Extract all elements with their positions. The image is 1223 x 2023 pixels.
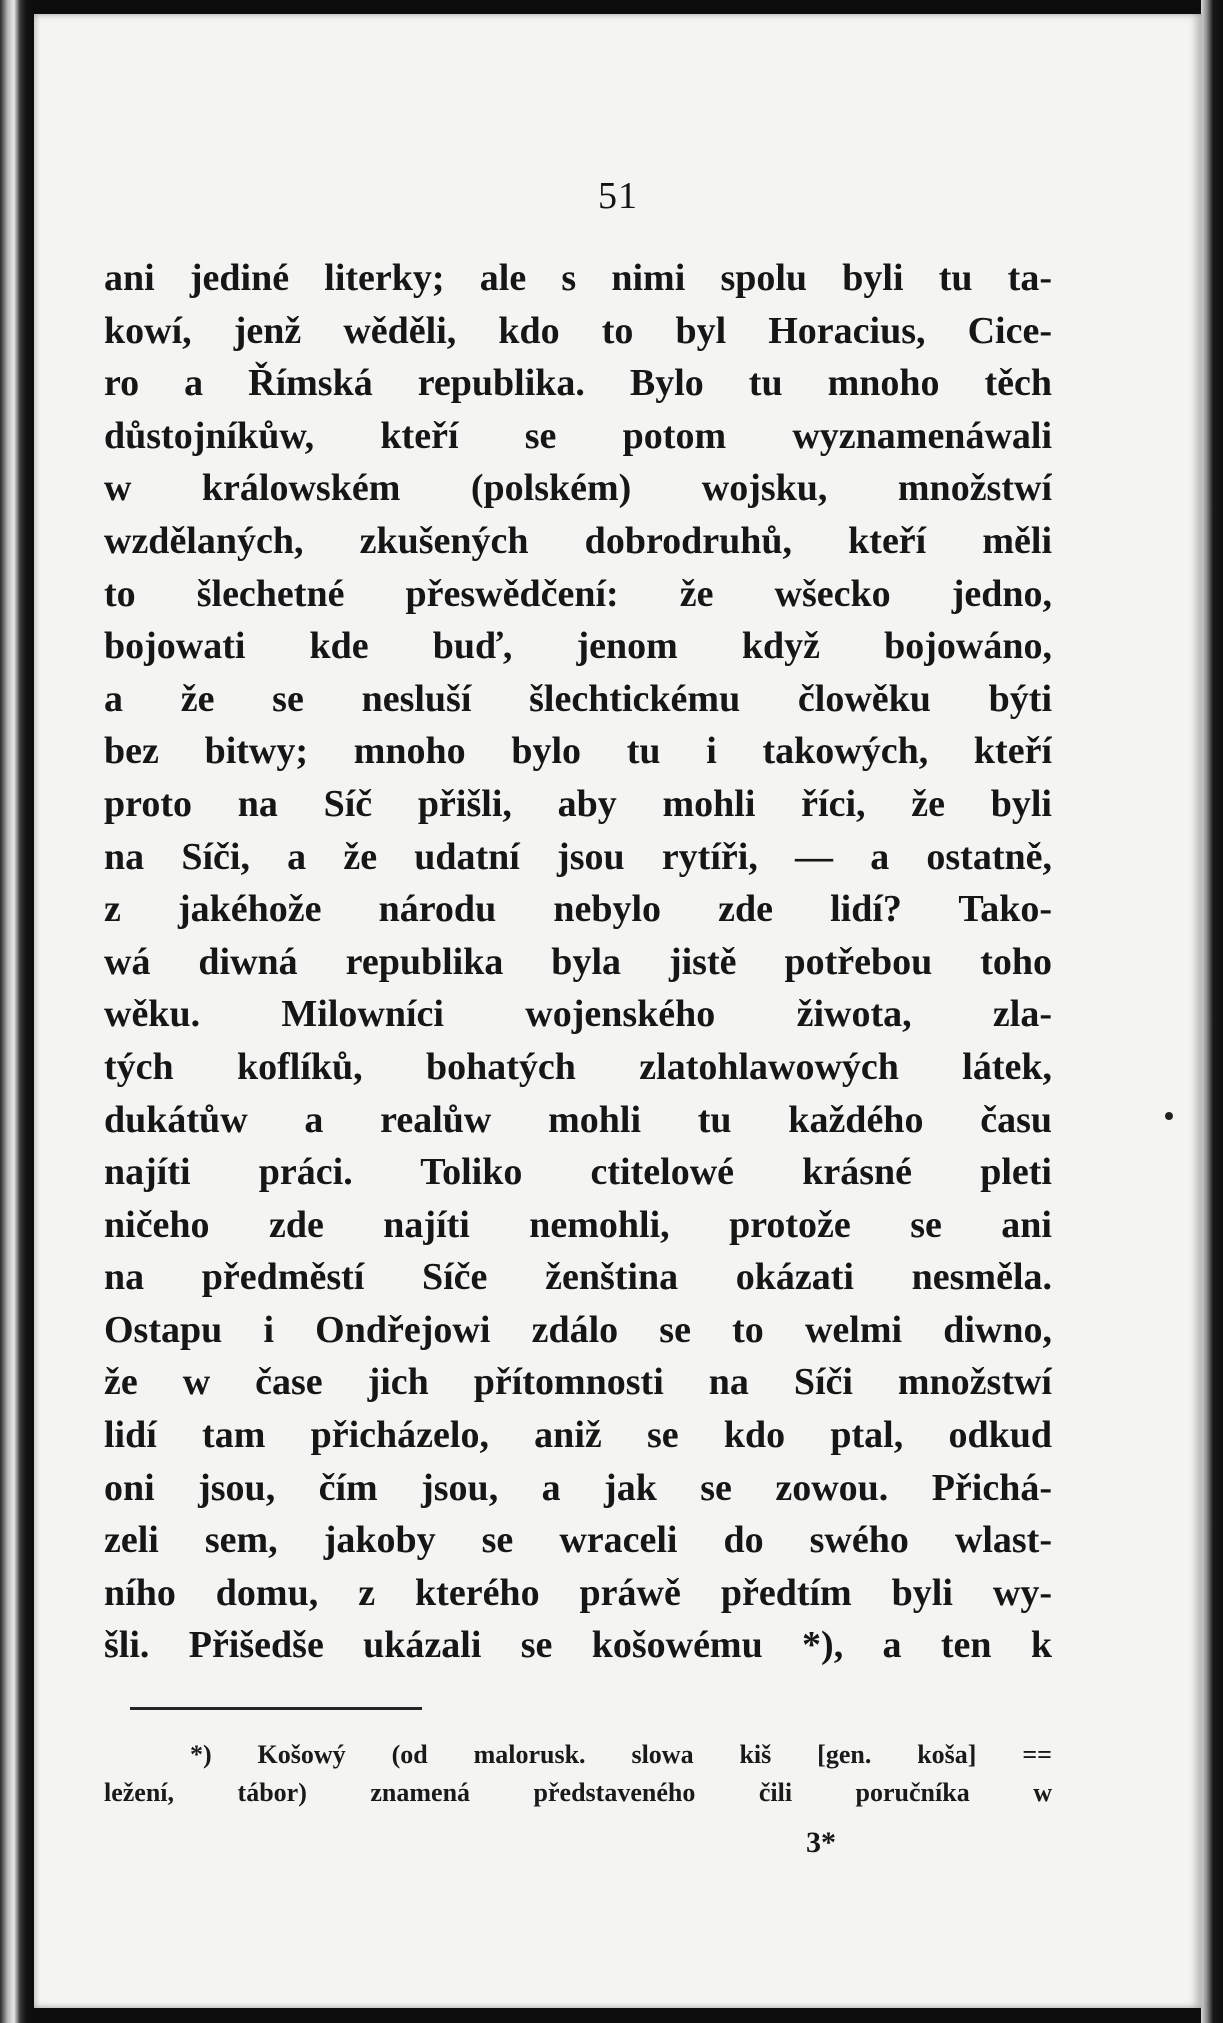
book-page bbox=[34, 14, 1202, 2008]
text-line: najíti práci. Toliko ctitelowé krásné pleti bbox=[104, 1151, 1052, 1194]
text-line: ro a Římská republika. Bylo tu mnoho těch bbox=[104, 362, 1052, 405]
text-line: bojowati kde buď, jenom když bojowáno, bbox=[104, 625, 1052, 668]
text-line: a že se nesluší šlechtickému člowěku býti bbox=[104, 677, 1052, 720]
text-line: oni jsou, čím jsou, a jak se zowou. Přichá- bbox=[104, 1466, 1052, 1509]
text-line: wzdělaných, zkušených dobrodruhů, kteří měli bbox=[104, 519, 1052, 562]
text-line: kowí, jenž wěděli, kdo to byl Horacius, Cice- bbox=[104, 309, 1052, 352]
text-line: důstojníkůw, kteří se potom wyznamenáwali bbox=[104, 414, 1052, 457]
footnote bbox=[104, 1736, 1052, 1812]
text-line: dukátůw a realůw mohli tu každého času bbox=[104, 1098, 1052, 1141]
text-line: wěku. Milowníci wojenského žiwota, zla- bbox=[104, 993, 1052, 1036]
footnote-line: *) Košowý (od malorusk. slowa kiš [gen. koša] == bbox=[190, 1740, 1052, 1769]
text-line: wá diwná republika byla jistě potřebou toho bbox=[104, 940, 1052, 983]
text-line: že w čase jich přítomnosti na Síči množstwí bbox=[104, 1361, 1052, 1404]
text-line: w králowském (polském) wojsku, množstwí bbox=[104, 467, 1052, 510]
text-line: lidí tam přicházelo, aniž se kdo ptal, odkud bbox=[104, 1414, 1052, 1457]
text-line: bez bitwy; mnoho bylo tu i takowých, kteří bbox=[104, 730, 1052, 773]
previous-page-edge bbox=[0, 0, 34, 2023]
page-number: 51 bbox=[598, 175, 638, 217]
text-line: zeli sem, jakoby se wraceli do swého wlast- bbox=[104, 1519, 1052, 1562]
text-line: ního domu, z kterého práwě předtím byli wy- bbox=[104, 1571, 1052, 1614]
text-line: Ostapu i Ondřejowi zdálo se to welmi diwno, bbox=[104, 1308, 1052, 1351]
text-line: ničeho zde najíti nemohli, protože se ani bbox=[104, 1203, 1052, 1246]
signature-mark: 3* bbox=[806, 1826, 836, 1859]
text-line: šli. Přišedše ukázali se košowému *), a ten k bbox=[104, 1624, 1052, 1667]
text-line: proto na Síč přišli, aby mohli říci, že byli bbox=[104, 782, 1052, 825]
ink-speck bbox=[1165, 1112, 1173, 1120]
text-line: tých koflíků, bohatých zlatohlawowých látek, bbox=[104, 1045, 1052, 1088]
text-line: na předměstí Síče ženština okázati nesměla. bbox=[104, 1256, 1052, 1299]
text-line: to šlechetné přeswědčení: že wšecko jedno, bbox=[104, 572, 1052, 615]
footnote-line: ležení, tábor) znamená představeného čili poručníka w bbox=[104, 1778, 1052, 1807]
text-line: z jakéhože národu nebylo zde lidí? Tako- bbox=[104, 888, 1052, 931]
body-text bbox=[104, 252, 1052, 1672]
text-line: ani jediné literky; ale s nimi spolu byli tu ta- bbox=[104, 257, 1052, 299]
page-right-edge bbox=[1201, 0, 1223, 2023]
text-line: na Síči, a že udatní jsou rytíři, — a ostatně, bbox=[104, 835, 1052, 878]
footnote-divider bbox=[130, 1707, 422, 1710]
